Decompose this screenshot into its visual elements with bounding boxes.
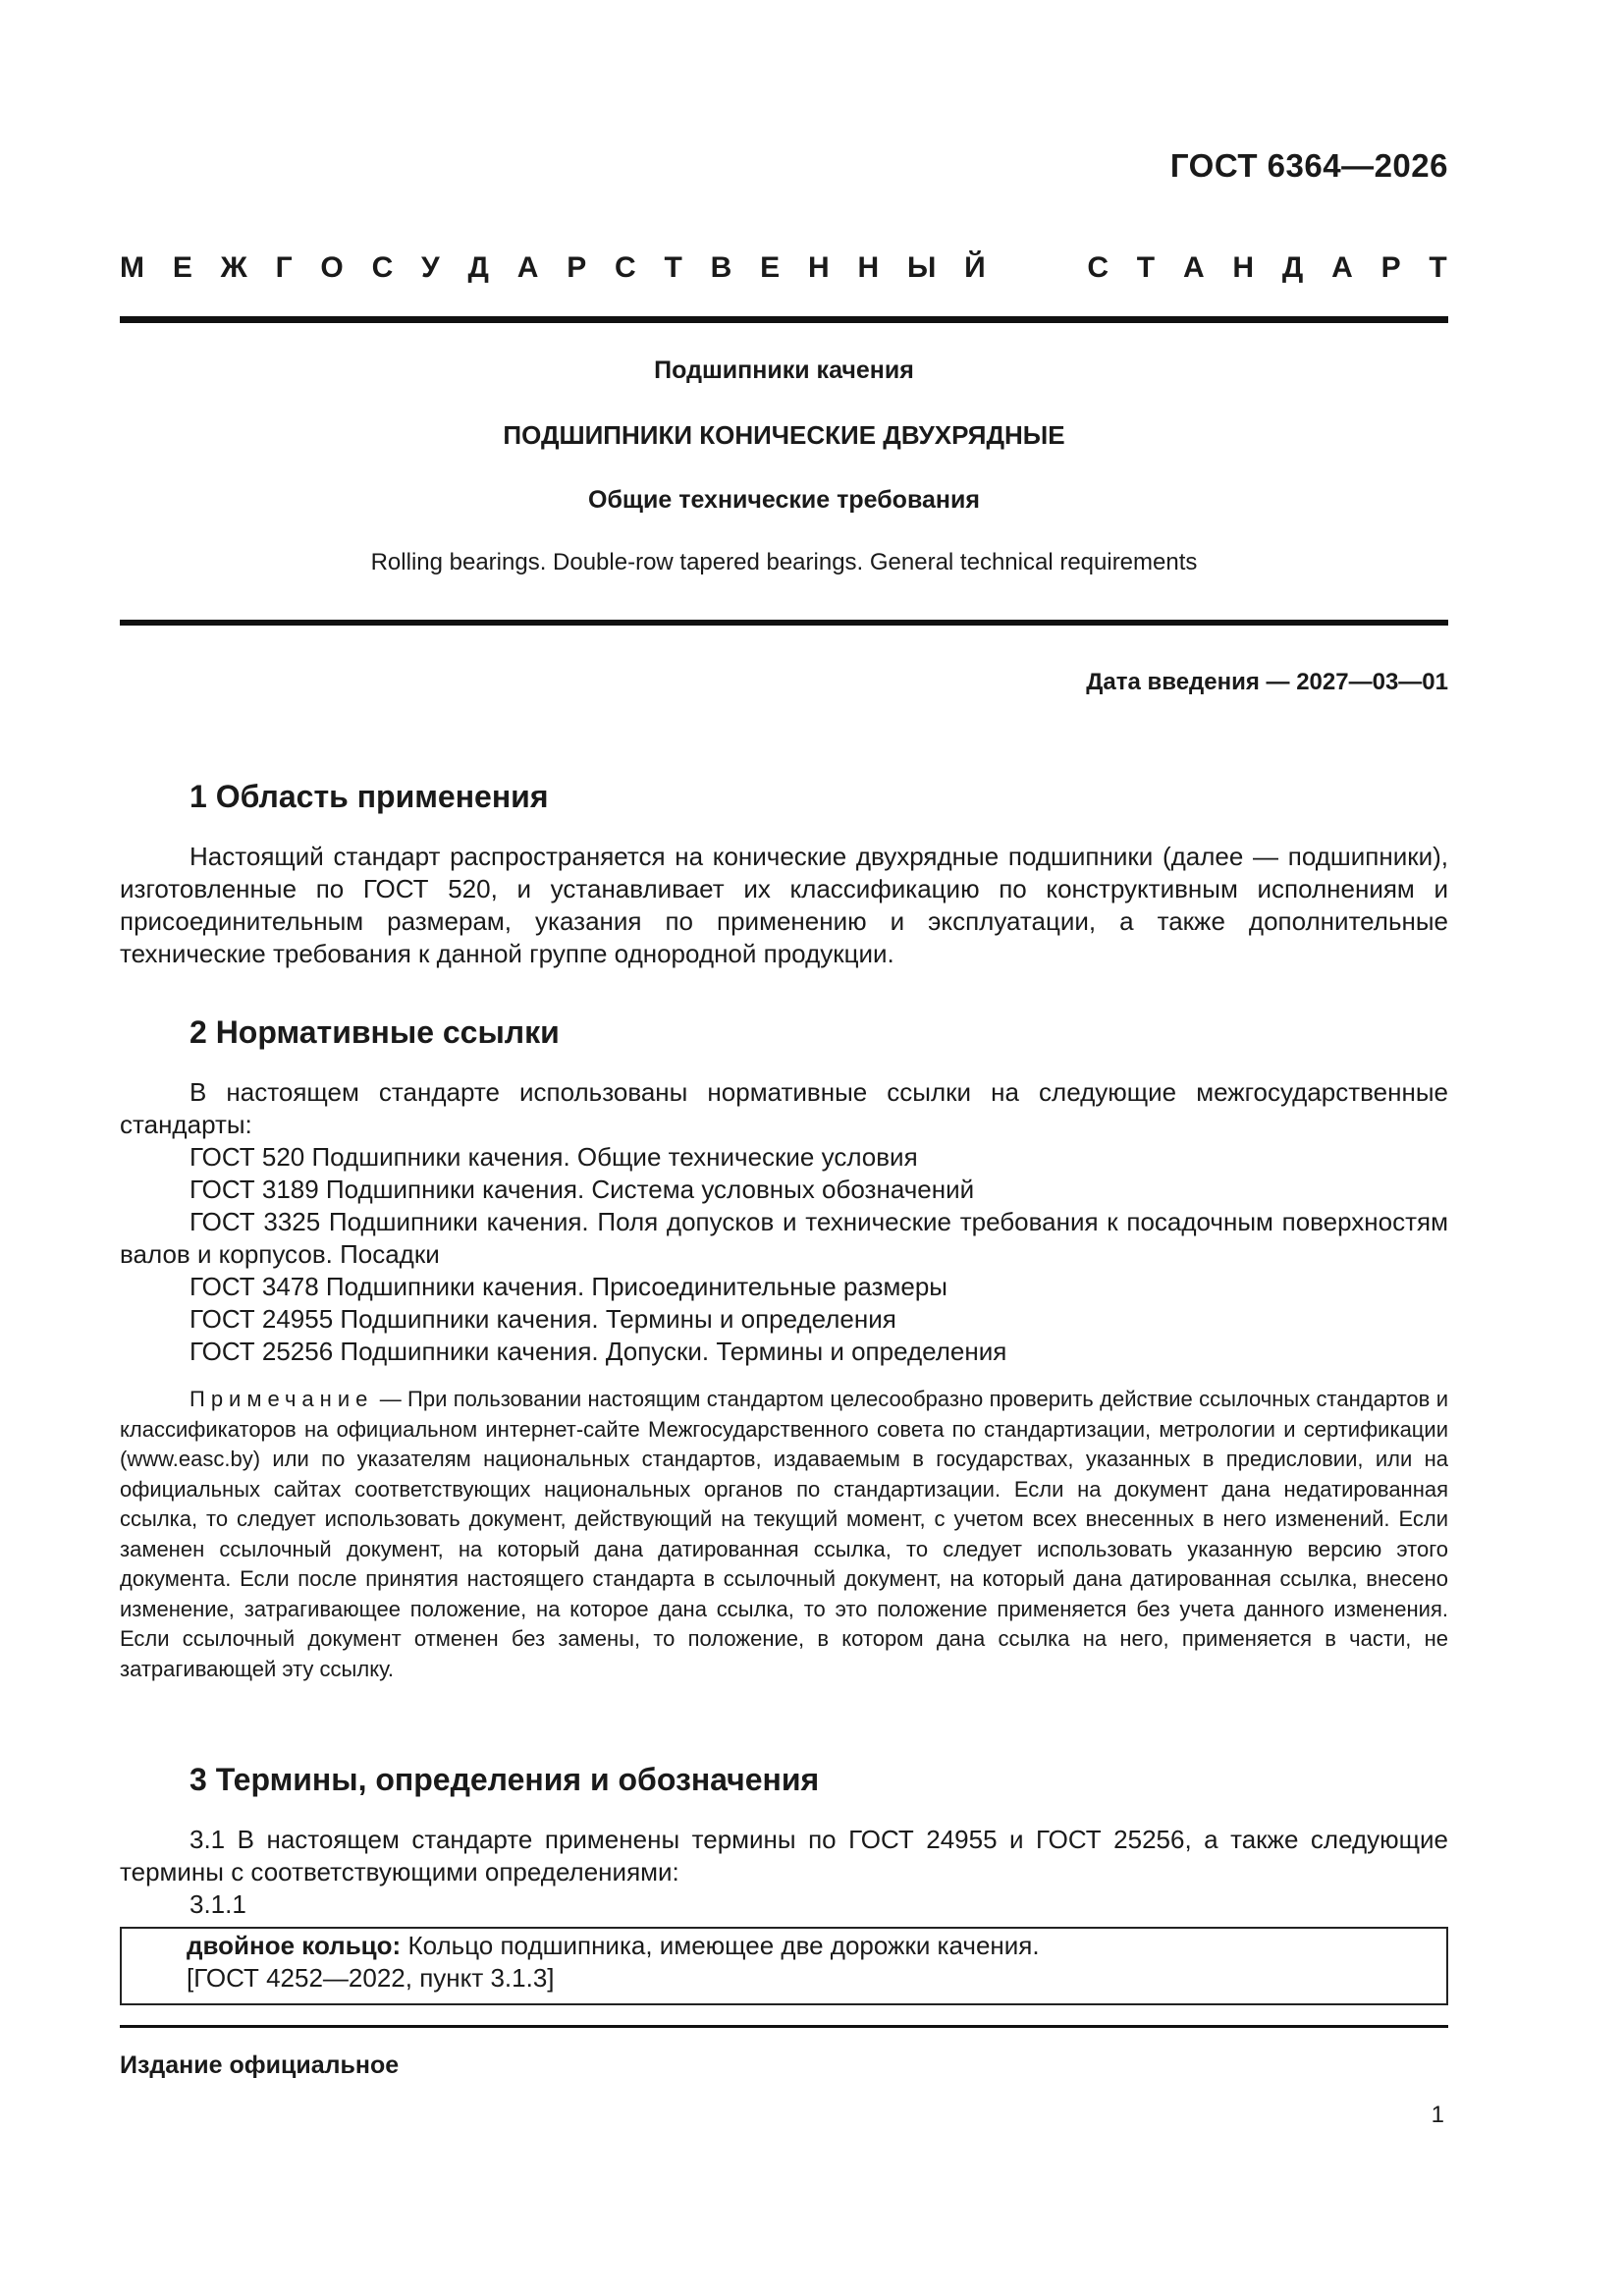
- banner-letter: С: [1087, 251, 1109, 284]
- banner-letter: Ж: [220, 251, 247, 284]
- banner-letter: Е: [760, 251, 781, 284]
- banner-letter: Й: [964, 251, 986, 284]
- banner-letter: У: [421, 251, 440, 284]
- section-2-heading: 2 Нормативные ссылки: [189, 1014, 560, 1050]
- banner-letter: С: [615, 251, 636, 284]
- section-1-text: Настоящий стандарт распространяется на конические двухрядные подшипники (далее — подшипники), изготовленные по ГОСТ 520, и устанавливает их классификацию по конструктивным исполнениям и присоединительным размерам, указания по применению и эксплуатации, а также дополнительные технические требования к данной группе однородной продукции.: [120, 842, 1448, 968]
- term-definition: двойное кольцо: Кольцо подшипника, имеющее две дорожки качения.: [187, 1931, 1040, 1960]
- introduction-date: Дата введения — 2027—03—01: [1086, 669, 1448, 695]
- banner-letter: Т: [1136, 251, 1156, 284]
- banner-letter: Р: [1380, 251, 1401, 284]
- banner-word-gap: [1014, 251, 1059, 285]
- term-name: двойное кольцо:: [187, 1931, 402, 1960]
- note-label: Примечание: [189, 1387, 374, 1411]
- banner-letter: Ы: [906, 251, 937, 284]
- page-number: 1: [1431, 2102, 1444, 2128]
- clause-3-1: 3.1 В настоящем стандарте применены термины по ГОСТ 24955 и ГОСТ 25256, а также следующие термины с соответствующими определениями:: [120, 1825, 1448, 1886]
- banner-letter: Д: [467, 251, 489, 284]
- banner-letter: Г: [275, 251, 293, 284]
- footer-rule: [120, 2025, 1448, 2028]
- clause-3-1-1-number: 3.1.1: [189, 1889, 246, 1919]
- banner-letter: Н: [807, 251, 830, 284]
- banner-letter: Р: [567, 251, 587, 284]
- title-rule: [120, 620, 1448, 626]
- banner-letter: Н: [857, 251, 880, 284]
- banner-letter: Д: [1281, 251, 1304, 284]
- reference-item: ГОСТ 3189 Подшипники качения. Система условных обозначений: [189, 1175, 975, 1204]
- banner-letter: Т: [1429, 251, 1447, 284]
- banner-letter: М: [120, 251, 144, 284]
- reference-item: ГОСТ 3325 Подшипники качения. Поля допусков и технические требования к посадочным поверхностям валов и корпусов. Посадки: [120, 1207, 1448, 1269]
- banner-letter: С: [371, 251, 394, 284]
- document-number: ГОСТ 6364—2026: [1169, 147, 1448, 184]
- reference-item: ГОСТ 520 Подшипники качения. Общие технические условия: [189, 1142, 918, 1172]
- edition-label: Издание официальное: [120, 2051, 400, 2079]
- title-sub: Общие технические требования: [588, 486, 980, 514]
- banner-letter: А: [516, 251, 539, 284]
- section-2-note: Примечание — При пользовании настоящим стандартом целесообразно проверить действие ссылочных стандартов и классификаторов на официальном интернет-сайте Межгосударственного совета по стандартизации, метрологии и сертификации (www.easc.by) или по указателям национальных стандартов, издаваемым в государствах, указанных в предисловии, или на официальных сайтах соответствующих национальных органов по стандартизации. Если на документ дана недатированная ссылка, то следует использовать документ, действующий на текущий момент, с учетом всех внесенных в него изменений. Если заменен ссылочный документ, на который дана датированная ссылка, то следует использовать указанную версию этого документа. Если после принятия настоящего стандарта в ссылочный документ, на который дана датированная ссылка, внесено изменение, затрагивающее положение, на которое дана ссылка, то это положение применяется без учета данного изменения. Если ссылочный документ отменен без замены, то положение, в котором дана ссылка на него, применяется в части, не затрагивающей эту ссылку.: [120, 1387, 1448, 1681]
- section-2-intro: В настоящем стандарте использованы нормативные ссылки на следующие межгосударственные стандарты:: [120, 1077, 1448, 1139]
- reference-item: ГОСТ 24955 Подшипники качения. Термины и определения: [189, 1304, 896, 1334]
- reference-item: ГОСТ 3478 Подшипники качения. Присоединительные размеры: [189, 1272, 947, 1301]
- banner-letter: В: [710, 251, 732, 284]
- standard-type-banner: [120, 251, 1447, 285]
- banner-letter: Т: [664, 251, 682, 284]
- banner-letter: О: [320, 251, 344, 284]
- banner-letter: А: [1331, 251, 1353, 284]
- section-3-heading: 3 Термины, определения и обозначения: [189, 1762, 820, 1797]
- banner-letter: Е: [172, 251, 192, 284]
- term-definition-box: [120, 1927, 1448, 2005]
- title-main: ПОДШИПНИКИ КОНИЧЕСКИЕ ДВУХРЯДНЫЕ: [503, 420, 1065, 450]
- reference-item: ГОСТ 25256 Подшипники качения. Допуски. Термины и определения: [189, 1337, 1007, 1366]
- section-1-heading: 1 Область применения: [189, 779, 549, 814]
- header-rule: [120, 316, 1448, 323]
- term-source: [ГОСТ 4252—2022, пункт 3.1.3]: [187, 1963, 555, 1993]
- banner-letter: Н: [1232, 251, 1255, 284]
- banner-letter: А: [1182, 251, 1205, 284]
- title-group: Подшипники качения: [654, 356, 914, 384]
- title-english: Rolling bearings. Double-row tapered bearings. General technical requirements: [370, 549, 1198, 575]
